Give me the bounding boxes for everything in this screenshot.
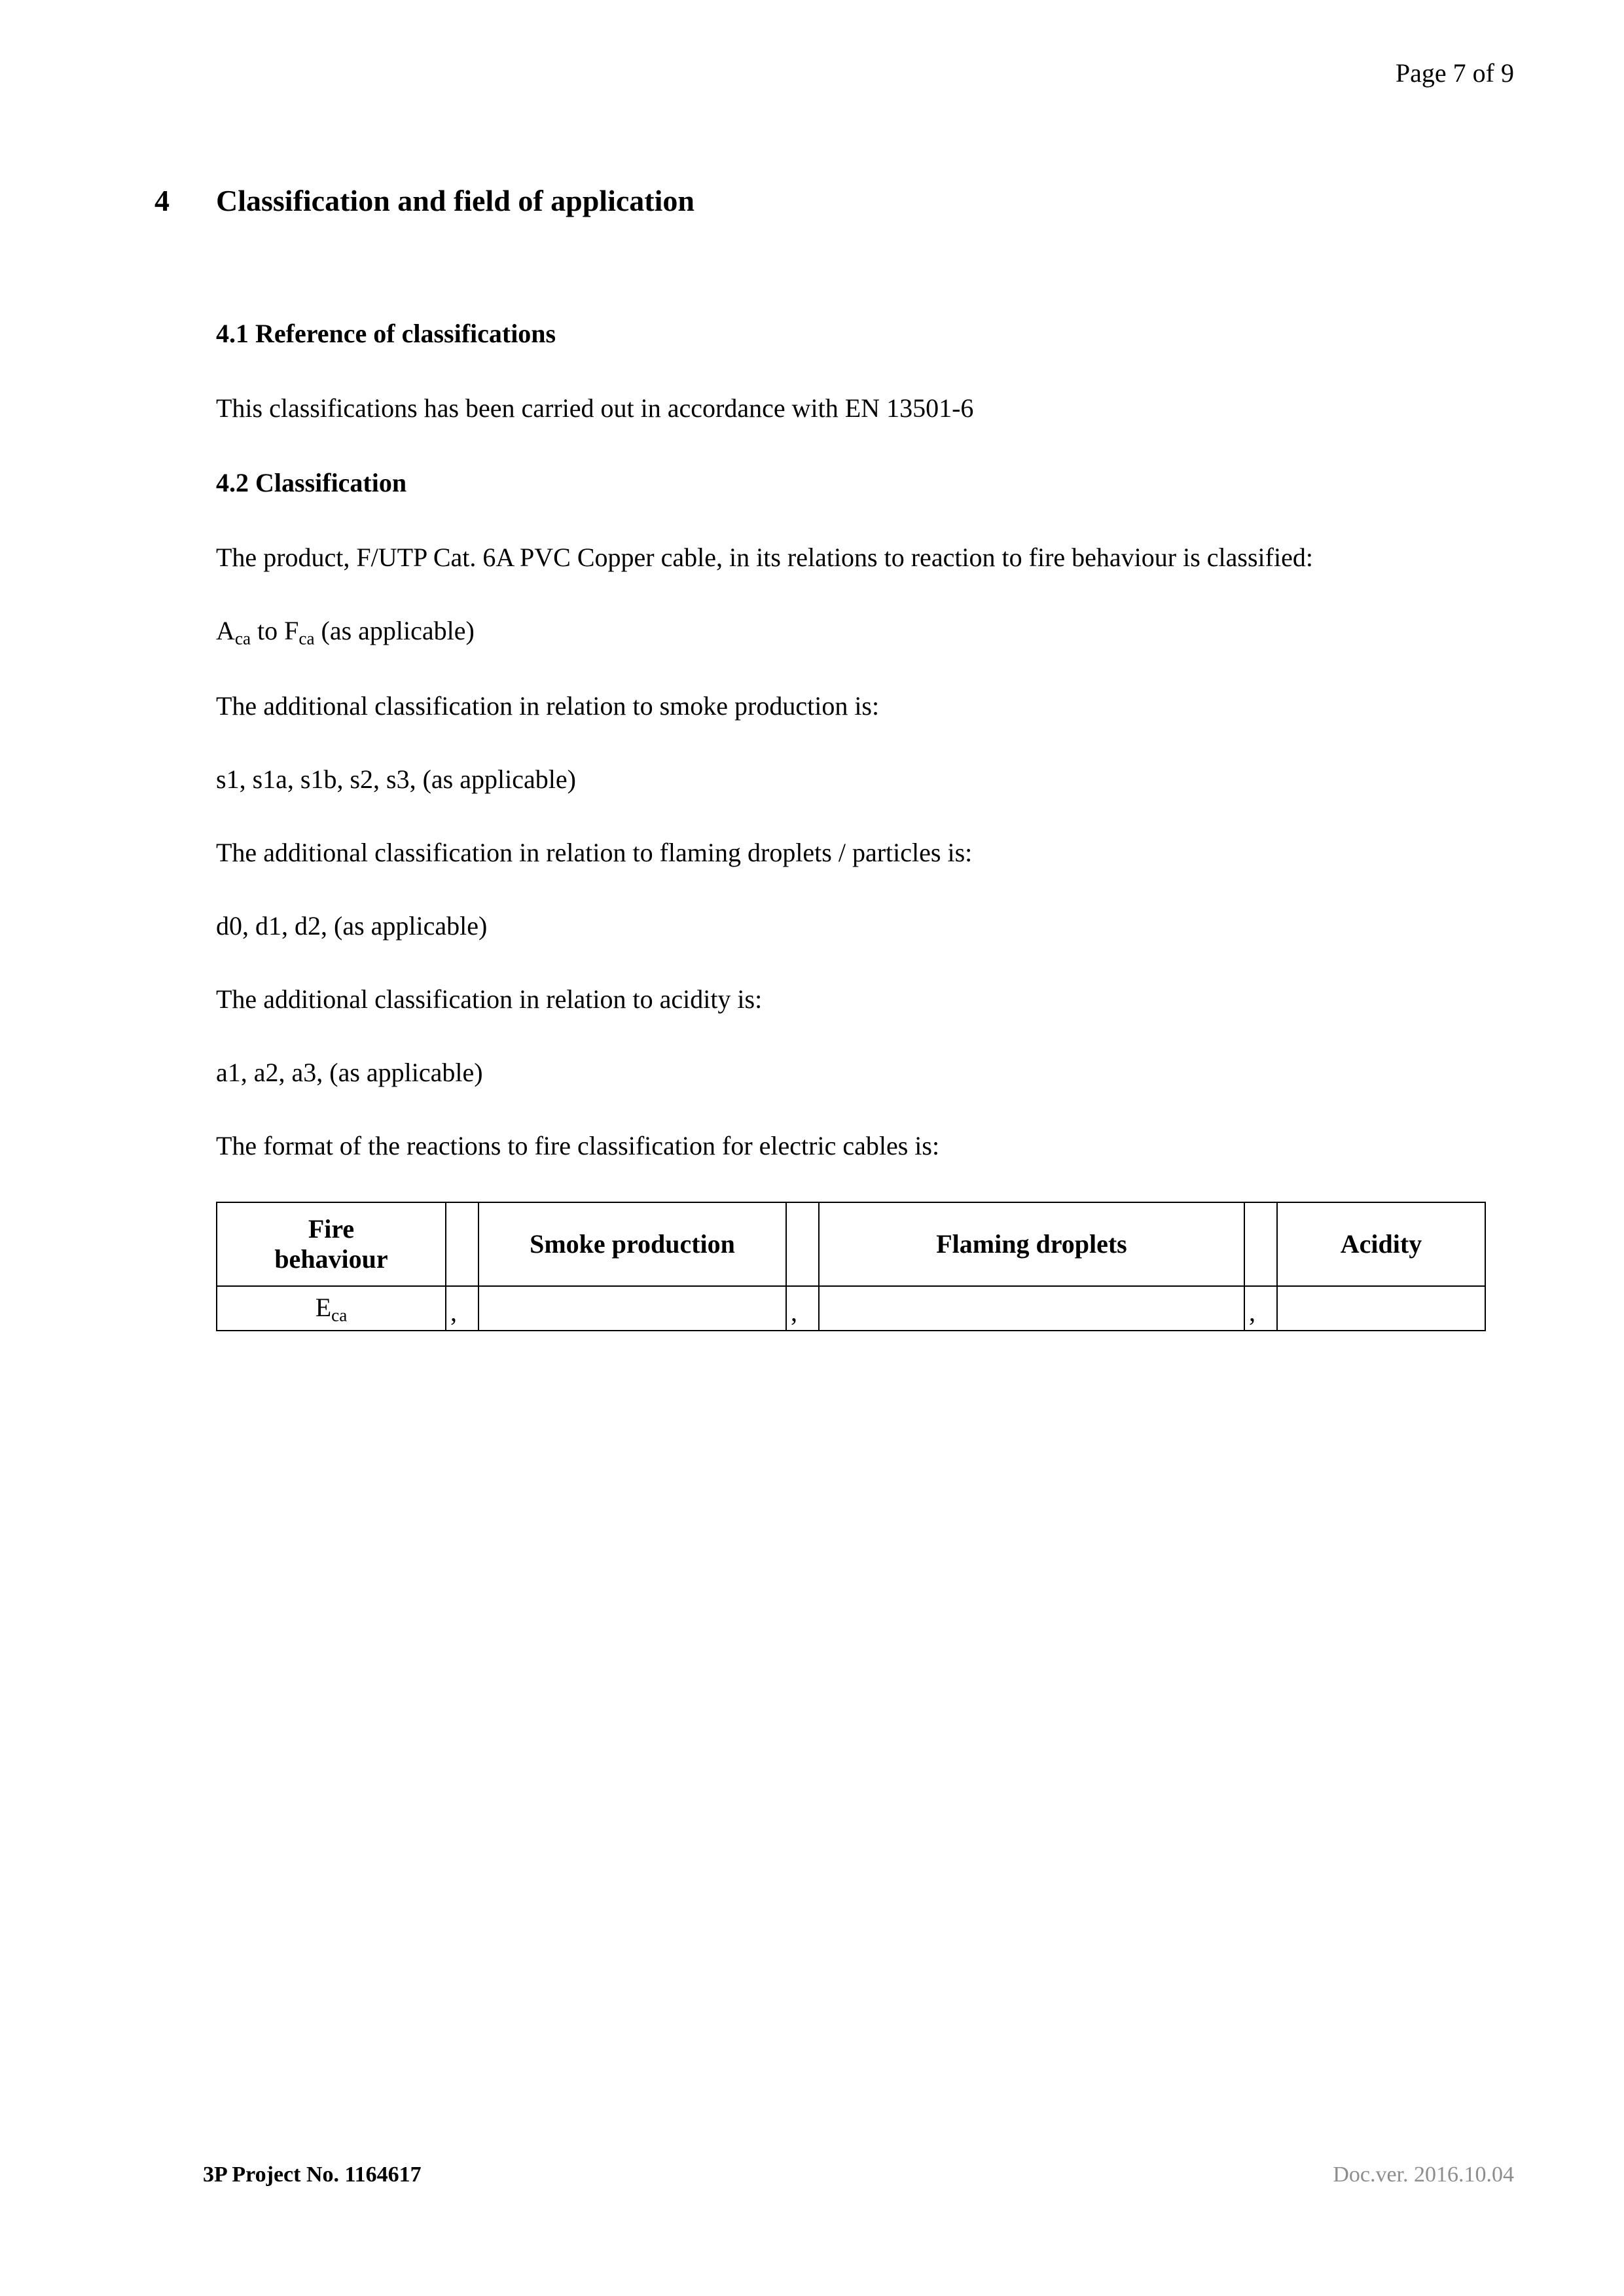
class-range-sub-a: ca <box>234 628 251 649</box>
fire-behaviour-subscript: ca <box>331 1305 348 1325</box>
droplets-lead-text: The additional classification in relation to flaming droplets / particles is: <box>216 838 973 868</box>
cell-comma-3: , <box>1244 1286 1277 1331</box>
acidity-values-text: a1, a2, a3, (as applicable) <box>216 1058 483 1088</box>
spacer <box>216 426 1483 465</box>
section-heading <box>154 183 1483 218</box>
format-lead-text: The format of the reactions to fire classification for electric cables is: <box>216 1131 940 1161</box>
droplets-values-text: d0, d1, d2, (as applicable) <box>216 911 488 941</box>
table-row <box>217 1286 1485 1331</box>
acidity-lead-text: The additional classification in relation to acidity is: <box>216 984 763 1014</box>
subsection-42-title: 4.2 Classification <box>216 468 407 497</box>
header-flaming-droplets: Flaming droplets <box>819 1202 1244 1286</box>
footer-doc-version: Doc.ver. 2016.10.04 <box>1333 2162 1514 2187</box>
class-range-mid: to F <box>251 616 299 645</box>
classification-intro: The product, F/UTP Cat. 6A PVC Copper cable, in its relations to reaction to fire behaviour is classified: <box>216 543 1313 572</box>
classification-table <box>216 1202 1486 1331</box>
cell-smoke-value <box>478 1286 786 1331</box>
subsection-41-title: 4.1 Reference of classifications <box>216 319 556 348</box>
cell-acidity-value <box>1277 1286 1485 1331</box>
spacer <box>216 724 1483 762</box>
class-range-end: (as applicable) <box>314 616 475 645</box>
spacer <box>216 651 1483 689</box>
spacer <box>216 870 1483 908</box>
header-smoke-production: Smoke production <box>478 1202 786 1286</box>
header-fire-line1: Fire <box>308 1214 355 1244</box>
cell-comma-1: , <box>446 1286 478 1331</box>
header-fire-line2: behaviour <box>274 1244 388 1274</box>
smoke-values-text: s1, s1a, s1b, s2, s3, (as applicable) <box>216 764 576 795</box>
document-body <box>154 183 1483 1331</box>
spacer <box>216 944 1483 982</box>
page-header <box>1396 58 1514 89</box>
spacer <box>216 1090 1483 1128</box>
table-header-row <box>217 1202 1485 1286</box>
spacer <box>216 1017 1483 1055</box>
spacer <box>216 797 1483 835</box>
smoke-lead-text: The additional classification in relation to smoke production is: <box>216 691 880 721</box>
class-range-a: A <box>216 616 235 645</box>
header-separator-1 <box>446 1202 478 1286</box>
cell-comma-2: , <box>786 1286 819 1331</box>
class-range-sub-f: ca <box>298 628 315 649</box>
spacer <box>216 501 1483 540</box>
subsection-41-text: This classifications has been carried out in accordance with EN 13501-6 <box>216 393 974 423</box>
cell-droplets-value <box>819 1286 1244 1331</box>
footer-project-number: 3P Project No. 1164617 <box>203 2162 422 2187</box>
section-number: 4 <box>154 184 170 217</box>
header-fire-behaviour <box>217 1202 446 1286</box>
page-number-label: Page 7 of 9 <box>1395 58 1514 88</box>
section-title-text: Classification and field of application <box>216 184 695 217</box>
header-separator-3 <box>1244 1202 1277 1286</box>
spacer <box>216 575 1483 613</box>
subsection-reference <box>216 316 1483 1164</box>
spacer <box>216 351 1483 391</box>
cell-fire-behaviour-value <box>217 1286 446 1331</box>
header-acidity: Acidity <box>1277 1202 1485 1286</box>
fire-behaviour-letter: E <box>315 1292 332 1322</box>
classification-range <box>216 613 1483 651</box>
header-separator-2 <box>786 1202 819 1286</box>
spacer <box>154 218 1483 316</box>
